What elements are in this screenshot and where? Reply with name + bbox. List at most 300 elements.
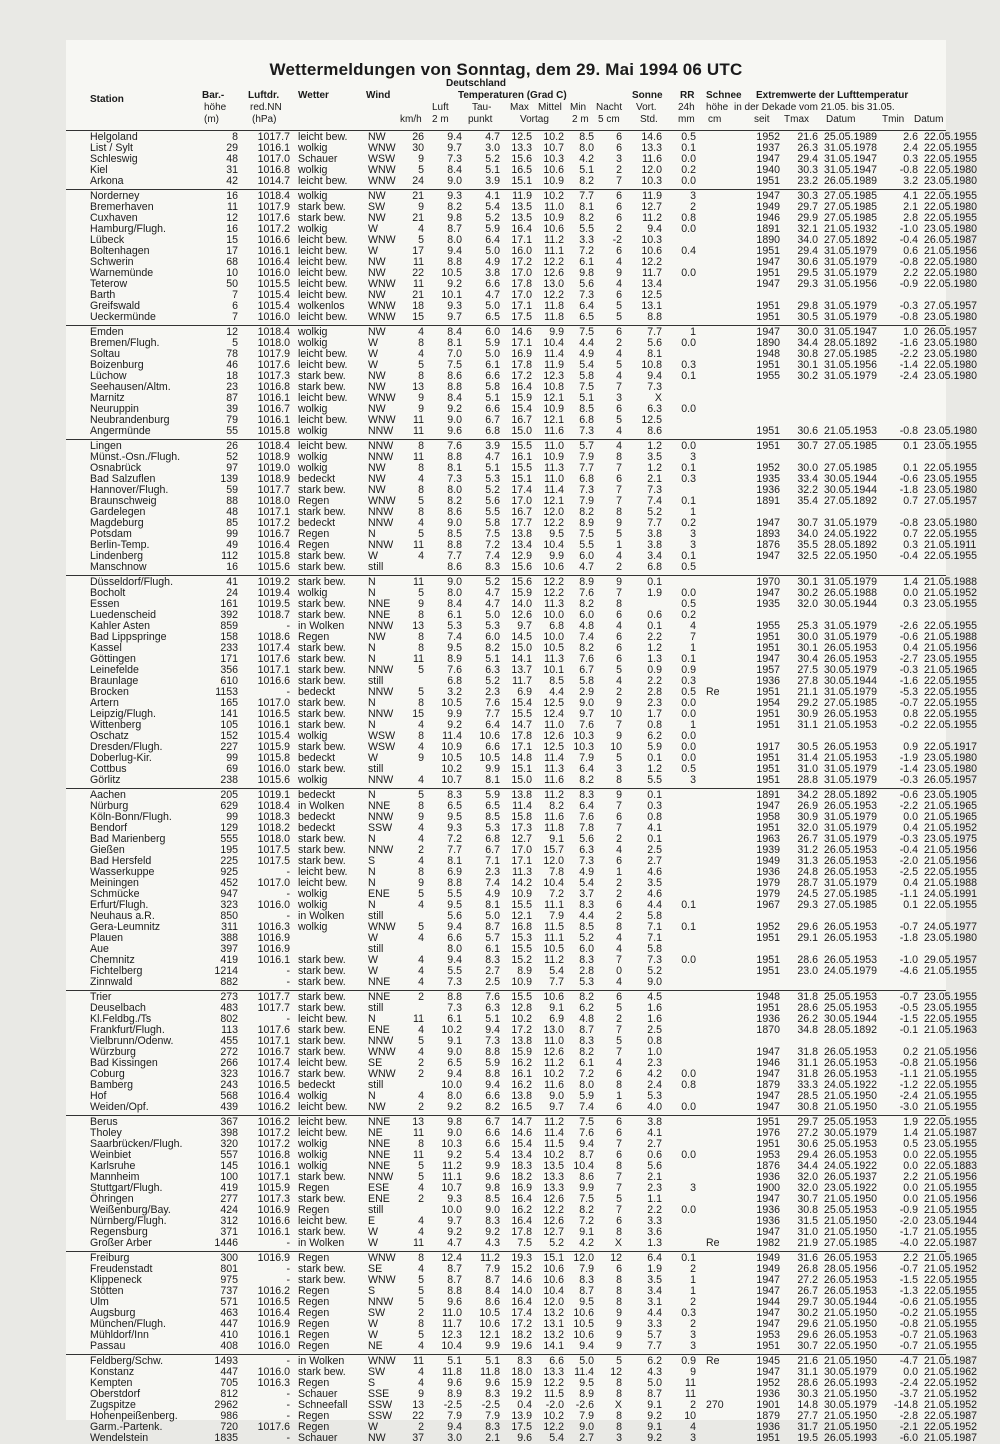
col-schnee-hoehe: höhe [706, 102, 729, 113]
barometer-height: 568 [220, 1090, 238, 1102]
col-datum-max: Datum [826, 114, 856, 125]
wind-direction: still [368, 1079, 384, 1091]
tmin-date: 23.05.1980 [924, 517, 978, 529]
tmax-record: 31.4 [797, 752, 818, 764]
record-since: 1936 [756, 484, 780, 496]
min-temp-2m: 5.1 [579, 392, 594, 404]
sunshine: 4.3 [647, 1366, 662, 1378]
tmax-record: 31.8 [797, 991, 818, 1003]
station-name: Warnemünde [90, 267, 154, 279]
min-temp-5cm: 6 [616, 855, 622, 867]
min-temp-5cm: 6 [616, 473, 622, 485]
tmin-date: 21.05.1956 [924, 1171, 978, 1183]
min-temp-5cm: 7 [616, 381, 622, 393]
dew-point: 5.1 [485, 462, 500, 474]
barometer-height: 48 [226, 153, 238, 165]
wind-direction: WNW [368, 921, 396, 933]
tmax-record: 31.5 [797, 1215, 818, 1227]
mean-temp: 10.5 [543, 642, 564, 654]
barometer-height: 1446 [214, 1237, 238, 1249]
tmax-date: 26.05.1953 [824, 1329, 878, 1341]
wind-speed: 5 [418, 664, 424, 676]
dew-point: 7.1 [485, 855, 500, 867]
tmin-record: -1.8 [899, 484, 918, 496]
barometer-height: 859 [220, 620, 238, 632]
weather: leicht bew. [298, 311, 348, 323]
record-since: 1870 [756, 1024, 780, 1036]
wind-direction: NE [368, 1127, 383, 1139]
barometer-height: 882 [220, 976, 238, 988]
pressure: 1016.1 [257, 1226, 290, 1238]
max-temp: 17.2 [511, 256, 532, 268]
tmin-date: 22.05.1980 [924, 201, 978, 213]
min-temp-5cm: 6 [616, 811, 622, 823]
dew-point: 9.9 [485, 1160, 500, 1172]
wind-speed: 15 [412, 708, 424, 720]
wind-speed: 13 [412, 1399, 424, 1411]
wind-speed: 8 [418, 631, 424, 643]
mean-temp: 12.5 [543, 741, 564, 753]
dew-point: 6.4 [485, 234, 500, 246]
min-temp-2m: 8.2 [579, 1204, 594, 1216]
min-temp-5cm: 5 [616, 528, 622, 540]
station-name: Braunlage [90, 675, 139, 687]
weather: wolkig [298, 774, 328, 786]
min-temp-5cm: 8 [616, 1274, 622, 1286]
record-since: 1947 [756, 517, 780, 529]
barometer-height: 802 [220, 1013, 238, 1025]
sunshine: 13.1 [641, 300, 662, 312]
sunshine: 10.3 [641, 175, 662, 187]
sunshine: 6.3 [647, 403, 662, 415]
sunshine: 2.8 [647, 686, 662, 698]
tmax-record: 28.6 [797, 954, 818, 966]
tmin-record: -0.4 [899, 844, 918, 856]
tmin-record: -0.9 [899, 1204, 918, 1216]
sunshine: 3.4 [647, 550, 662, 562]
tmax-date: 25.05.1953 [824, 991, 878, 1003]
mean-temp: 11.3 [544, 462, 564, 474]
tmin-record: -2.6 [899, 620, 918, 632]
dew-point: 8.5 [485, 1193, 500, 1205]
dew-point: 5.0 [485, 245, 500, 257]
weather: in Wolken [298, 1355, 345, 1367]
min-temp-2m: 5.5 [579, 539, 594, 551]
tmin-record: 1.4 [903, 576, 918, 588]
table-row [66, 370, 978, 382]
barometer-height: 31 [226, 164, 238, 176]
weather: stark bew. [298, 1068, 346, 1080]
tmin-record: 0.0 [903, 1160, 918, 1172]
barometer-height: 105 [220, 719, 238, 731]
dew-point: 6.6 [485, 1090, 500, 1102]
dew-point: 8.7 [485, 921, 500, 933]
max-temp: 13.3 [511, 142, 532, 154]
wind-direction: N [368, 653, 376, 665]
min-temp-5cm: 3 [616, 153, 622, 165]
tmin-date: 22.05.1955 [924, 131, 978, 143]
record-since: 1951 [756, 965, 780, 977]
wind-direction: WNW [368, 1252, 396, 1264]
min-temp-2m: 5.4 [579, 877, 594, 889]
air-temp: 8.2 [447, 495, 462, 507]
wind-direction: WSW [368, 153, 396, 165]
tmax-record: 26.8 [797, 1263, 818, 1275]
tmin-date: 23.05.1975 [924, 833, 978, 845]
wind-speed: 18 [412, 300, 424, 312]
wind-speed: 5 [418, 921, 424, 933]
weather: bedeckt [298, 811, 336, 823]
barometer-height: 12 [226, 326, 238, 338]
weather: wolkig [298, 223, 328, 235]
wind-speed: 8 [418, 800, 424, 812]
tmin-date: 22.05.1955 [924, 462, 978, 474]
sunshine: 7.7 [647, 1340, 662, 1352]
min-temp-5cm: 3 [616, 763, 622, 775]
sunshine: 8.8 [647, 311, 662, 323]
weather: stark bew. [298, 506, 346, 518]
tmin-date: 21.05.1955 [924, 1226, 978, 1238]
station-name: Aue [90, 943, 109, 955]
table-row [66, 382, 946, 393]
tmax-date: 25.05.1953 [824, 1138, 878, 1150]
station-name: Bremen/Flugh. [90, 337, 160, 349]
tmin-record: -0.3 [899, 774, 918, 786]
dew-point: 8.6 [485, 1296, 500, 1308]
min-temp-2m: 9.9 [579, 1182, 594, 1194]
min-temp-5cm: 5 [616, 300, 622, 312]
min-temp-2m: 8.2 [579, 212, 594, 224]
station-name: Arkona [90, 175, 124, 187]
dew-point: 7.3 [485, 1035, 500, 1047]
dew-point: 7.9 [485, 1410, 500, 1422]
min-temp-5cm: 7 [616, 1138, 622, 1150]
min-temp-2m: 7.2 [579, 245, 594, 257]
wind-direction: NNE [368, 609, 391, 621]
min-temp-5cm: 9 [616, 789, 622, 801]
min-temp-2m: 6.1 [579, 256, 594, 268]
weather: wolkig [298, 326, 328, 338]
wind-direction: ESE [368, 1182, 390, 1194]
tmax-date: 31.05.1979 [824, 763, 878, 775]
pressure: 1017.1 [257, 506, 290, 518]
record-since: 1946 [756, 1057, 780, 1069]
sunshine: 2.3 [647, 1057, 662, 1069]
dew-point: 10.5 [479, 752, 500, 764]
min-temp-5cm: 4 [616, 976, 622, 988]
pressure: 1017.3 [257, 370, 290, 382]
weather: leicht bew. [298, 1215, 348, 1227]
sunshine: 1.2 [647, 462, 662, 474]
weather: stark bew. [298, 1263, 346, 1275]
sunshine: 3.5 [647, 451, 662, 463]
barometer-height: 737 [220, 1285, 238, 1297]
table-row [66, 719, 978, 731]
mean-temp: 13.5 [543, 1160, 564, 1172]
weather: leicht bew. [298, 1013, 348, 1025]
dew-point: 6.7 [485, 414, 500, 426]
table-row [66, 899, 978, 911]
tmax-date: 28.05.1892 [824, 337, 878, 349]
min-temp-2m: 5.6 [579, 833, 594, 845]
pressure: - [286, 965, 290, 977]
min-temp-5cm: -2 [612, 234, 622, 246]
record-since: 1951 [756, 359, 780, 371]
tmax-record: 34.0 [797, 234, 818, 246]
wind-speed: 11 [413, 1013, 424, 1025]
tmin-date: 21.05.1955 [924, 1204, 978, 1216]
pressure: - [286, 976, 290, 988]
air-temp: 9.5 [447, 642, 462, 654]
max-temp: 16.7 [511, 506, 532, 518]
min-temp-2m: 6.2 [579, 1002, 594, 1014]
max-temp: 16.4 [511, 223, 532, 235]
air-temp: 7.7 [447, 550, 462, 562]
tmin-record: 2.4 [903, 142, 918, 154]
tmax-date: 30.05.1944 [824, 484, 878, 496]
min-temp-5cm: 9 [616, 1329, 622, 1341]
sunshine: 6.4 [647, 1252, 662, 1264]
record-since: 1951 [756, 245, 780, 257]
tmin-date: 23.05.1955 [924, 991, 978, 1003]
tmax-record: 21.9 [797, 1237, 818, 1249]
max-temp: 11.7 [512, 675, 532, 687]
wind-direction: still [368, 1204, 384, 1216]
col-seit: seit [754, 114, 770, 125]
min-temp-5cm: 5 [616, 1193, 622, 1205]
weather: stark bew. [298, 954, 346, 966]
min-temp-5cm: 6 [616, 326, 622, 338]
barometer-height: 97 [226, 462, 238, 474]
tmax-record: 29.5 [797, 267, 818, 279]
tmax-record: 32.2 [797, 484, 818, 496]
record-since: 1936 [756, 1171, 780, 1183]
station-name: Neuhaus a.R. [90, 910, 155, 922]
dew-point: 7.5 [485, 528, 500, 540]
tmin-record: -5.3 [899, 686, 918, 698]
table-row [66, 440, 978, 452]
sunshine: 1.1 [647, 1193, 662, 1205]
min-temp-5cm: 6 [616, 190, 622, 202]
station-table [66, 128, 978, 1444]
station-name: Nürnberg/Flugh. [90, 1215, 167, 1227]
air-temp: 9.5 [447, 899, 462, 911]
sunshine: 1.2 [647, 763, 662, 775]
dew-point: 8.8 [485, 1068, 500, 1080]
max-temp: 11.9 [512, 190, 532, 202]
tmin-record: -1.2 [899, 1079, 918, 1091]
mean-temp: 10.2 [543, 1068, 564, 1080]
max-temp: 9.7 [517, 620, 532, 632]
col-min-2m: 2 m [572, 114, 589, 125]
air-temp: 8.0 [447, 234, 462, 246]
station-name: Lingen [90, 440, 122, 452]
min-temp-2m: -2.6 [575, 1399, 594, 1411]
pressure: 1017.4 [257, 642, 290, 654]
tmin-record: 0.0 [903, 1193, 918, 1205]
wind-direction: NW [368, 1101, 386, 1113]
wind-direction: NW [368, 403, 386, 415]
col-hpa: (hPa) [252, 114, 277, 125]
pressure: 1019.2 [257, 576, 290, 588]
wind-direction: NW [368, 131, 386, 143]
dew-point: 6.6 [485, 1127, 500, 1139]
record-since: 1937 [756, 142, 780, 154]
min-temp-2m: 7.5 [579, 381, 594, 393]
table-row [66, 550, 978, 562]
wind-direction: W [368, 1226, 378, 1238]
tmax-date: 21.05.1950 [824, 1215, 878, 1227]
tmin-record: 2.2 [903, 1252, 918, 1264]
barometer-height: 986 [220, 1410, 238, 1422]
record-since: 1947 [756, 1274, 780, 1286]
sunshine: 4.4 [647, 1307, 662, 1319]
min-temp-5cm: 4 [616, 1057, 622, 1069]
station-name: Freiburg [90, 1252, 130, 1264]
sunshine: 9.4 [647, 223, 662, 235]
max-temp: 17.5 [511, 311, 532, 323]
tmax-record: 24.5 [797, 888, 818, 900]
tmin-record: -0.7 [899, 1263, 918, 1275]
air-temp: 8.8 [447, 1285, 462, 1297]
barometer-height: 356 [220, 664, 238, 676]
dew-point: 5.0 [485, 910, 500, 922]
tmax-date: 21.05.1950 [824, 1355, 878, 1367]
station-name: Braunschweig [90, 495, 157, 507]
barometer-height: 7 [232, 289, 238, 301]
record-since: 1936 [756, 1215, 780, 1227]
tmax-record: 30.4 [797, 653, 818, 665]
weather: wolkig [298, 921, 328, 933]
barometer-height: 705 [220, 1377, 238, 1389]
weather: stark bew. [298, 965, 346, 977]
tmin-record: -0.3 [899, 300, 918, 312]
max-temp: 13.8 [511, 1090, 532, 1102]
mean-temp: 12.6 [543, 267, 564, 279]
wind-direction: SW [368, 1366, 386, 1378]
mean-temp: 11.6 [544, 1079, 564, 1091]
min-temp-5cm: 7 [616, 495, 622, 507]
wind-direction: ENE [368, 1024, 390, 1036]
tmax-date: 30.05.1979 [824, 1366, 878, 1378]
weather: bedeckt [298, 1079, 336, 1091]
min-temp-5cm: 5 [616, 1355, 622, 1367]
table-row [66, 598, 978, 610]
tmax-date: 24.05.1979 [824, 965, 878, 977]
pressure: 1017.0 [257, 877, 290, 889]
wind-speed: 9 [418, 877, 424, 889]
wind-direction: N [368, 866, 376, 878]
tmax-date: 22.05.1950 [824, 550, 878, 562]
col-rr: RR [680, 90, 695, 101]
air-temp: 8.0 [447, 587, 462, 599]
min-temp-2m: 9.8 [579, 267, 594, 279]
tmax-date: 30.05.1944 [824, 1013, 878, 1025]
tmax-record: 14.8 [797, 1399, 818, 1411]
tmax-record: 32.5 [797, 550, 818, 562]
sunshine: 5.6 [647, 337, 662, 349]
mean-temp: 6.6 [549, 1355, 564, 1367]
min-temp-2m: 6.8 [579, 414, 594, 426]
air-temp: 8.1 [447, 855, 462, 867]
sunshine: 1.9 [647, 587, 662, 599]
sunshine: 2.7 [647, 855, 662, 867]
pressure: 1017.0 [257, 697, 290, 709]
weather: stark bew. [298, 598, 346, 610]
table-row [66, 278, 978, 290]
weather: leicht bew. [298, 392, 348, 404]
record-since: 1951 [756, 440, 780, 452]
air-temp: 9.1 [447, 1035, 462, 1047]
mean-temp: 9.5 [549, 528, 564, 540]
weather: wolkig [298, 451, 328, 463]
tmax-record: 30.5 [797, 311, 818, 323]
tmin-date: 22.05.1955 [924, 866, 978, 878]
record-since: 1967 [756, 899, 780, 911]
max-temp: 16.9 [511, 348, 532, 360]
col-wind: Wind [366, 90, 391, 101]
min-temp-2m: 10.5 [573, 1318, 594, 1330]
precipitation: 0.0 [681, 697, 696, 709]
sunshine: 1.2 [647, 642, 662, 654]
dew-point: 6.6 [485, 403, 500, 415]
weather: Regen [298, 528, 330, 540]
min-temp-5cm: 8 [616, 1410, 622, 1422]
mean-temp: 11.0 [544, 473, 564, 485]
tmax-date: 31.05.1947 [824, 153, 878, 165]
wind-direction: WNW [368, 392, 396, 404]
wind-speed: 9 [418, 752, 424, 764]
mean-temp: 11.4 [544, 1127, 564, 1139]
record-since: 1917 [756, 741, 780, 753]
weather: wolkig [298, 899, 328, 911]
precipitation: 3 [690, 528, 696, 540]
dew-point: 5.1 [485, 1355, 500, 1367]
sunshine: 1.3 [647, 653, 662, 665]
tmin-record: -0.6 [899, 631, 918, 643]
wind-speed: 4 [418, 741, 424, 753]
pressure: 1015.6 [257, 774, 290, 786]
max-temp: 15.2 [511, 1263, 532, 1275]
tmin-record: -0.3 [899, 664, 918, 676]
table-row [66, 495, 978, 507]
dew-point: 5.2 [485, 153, 500, 165]
station-name: Ueckermünde [90, 311, 156, 323]
wind-speed: 2 [418, 991, 424, 1003]
wind-direction: WNW [368, 278, 396, 290]
min-temp-5cm: 2 [616, 561, 622, 573]
wind-direction: ENE [368, 1193, 390, 1205]
record-since: 1963 [756, 833, 780, 845]
air-temp: 9.4 [447, 954, 462, 966]
pressure: 1015.4 [257, 730, 290, 742]
record-since: 1976 [756, 1127, 780, 1139]
sunshine: 3.6 [647, 1226, 662, 1238]
barometer-height: 388 [220, 932, 238, 944]
tmin-record: -1.1 [899, 1068, 918, 1080]
tmax-date: 31.05.1979 [824, 267, 878, 279]
sunshine: 4.4 [647, 899, 662, 911]
barometer-height: 812 [220, 1388, 238, 1400]
record-since: 1947 [756, 587, 780, 599]
tmax-date: 21.05.1950 [824, 1193, 878, 1205]
wind-direction: SE [368, 1263, 383, 1275]
mean-temp: 11.2 [544, 234, 564, 246]
air-temp: 8.9 [447, 1388, 462, 1400]
tmax-record: 33.3 [797, 1079, 818, 1091]
sunshine: 4.1 [647, 822, 662, 834]
min-temp-2m: 7.6 [579, 653, 594, 665]
